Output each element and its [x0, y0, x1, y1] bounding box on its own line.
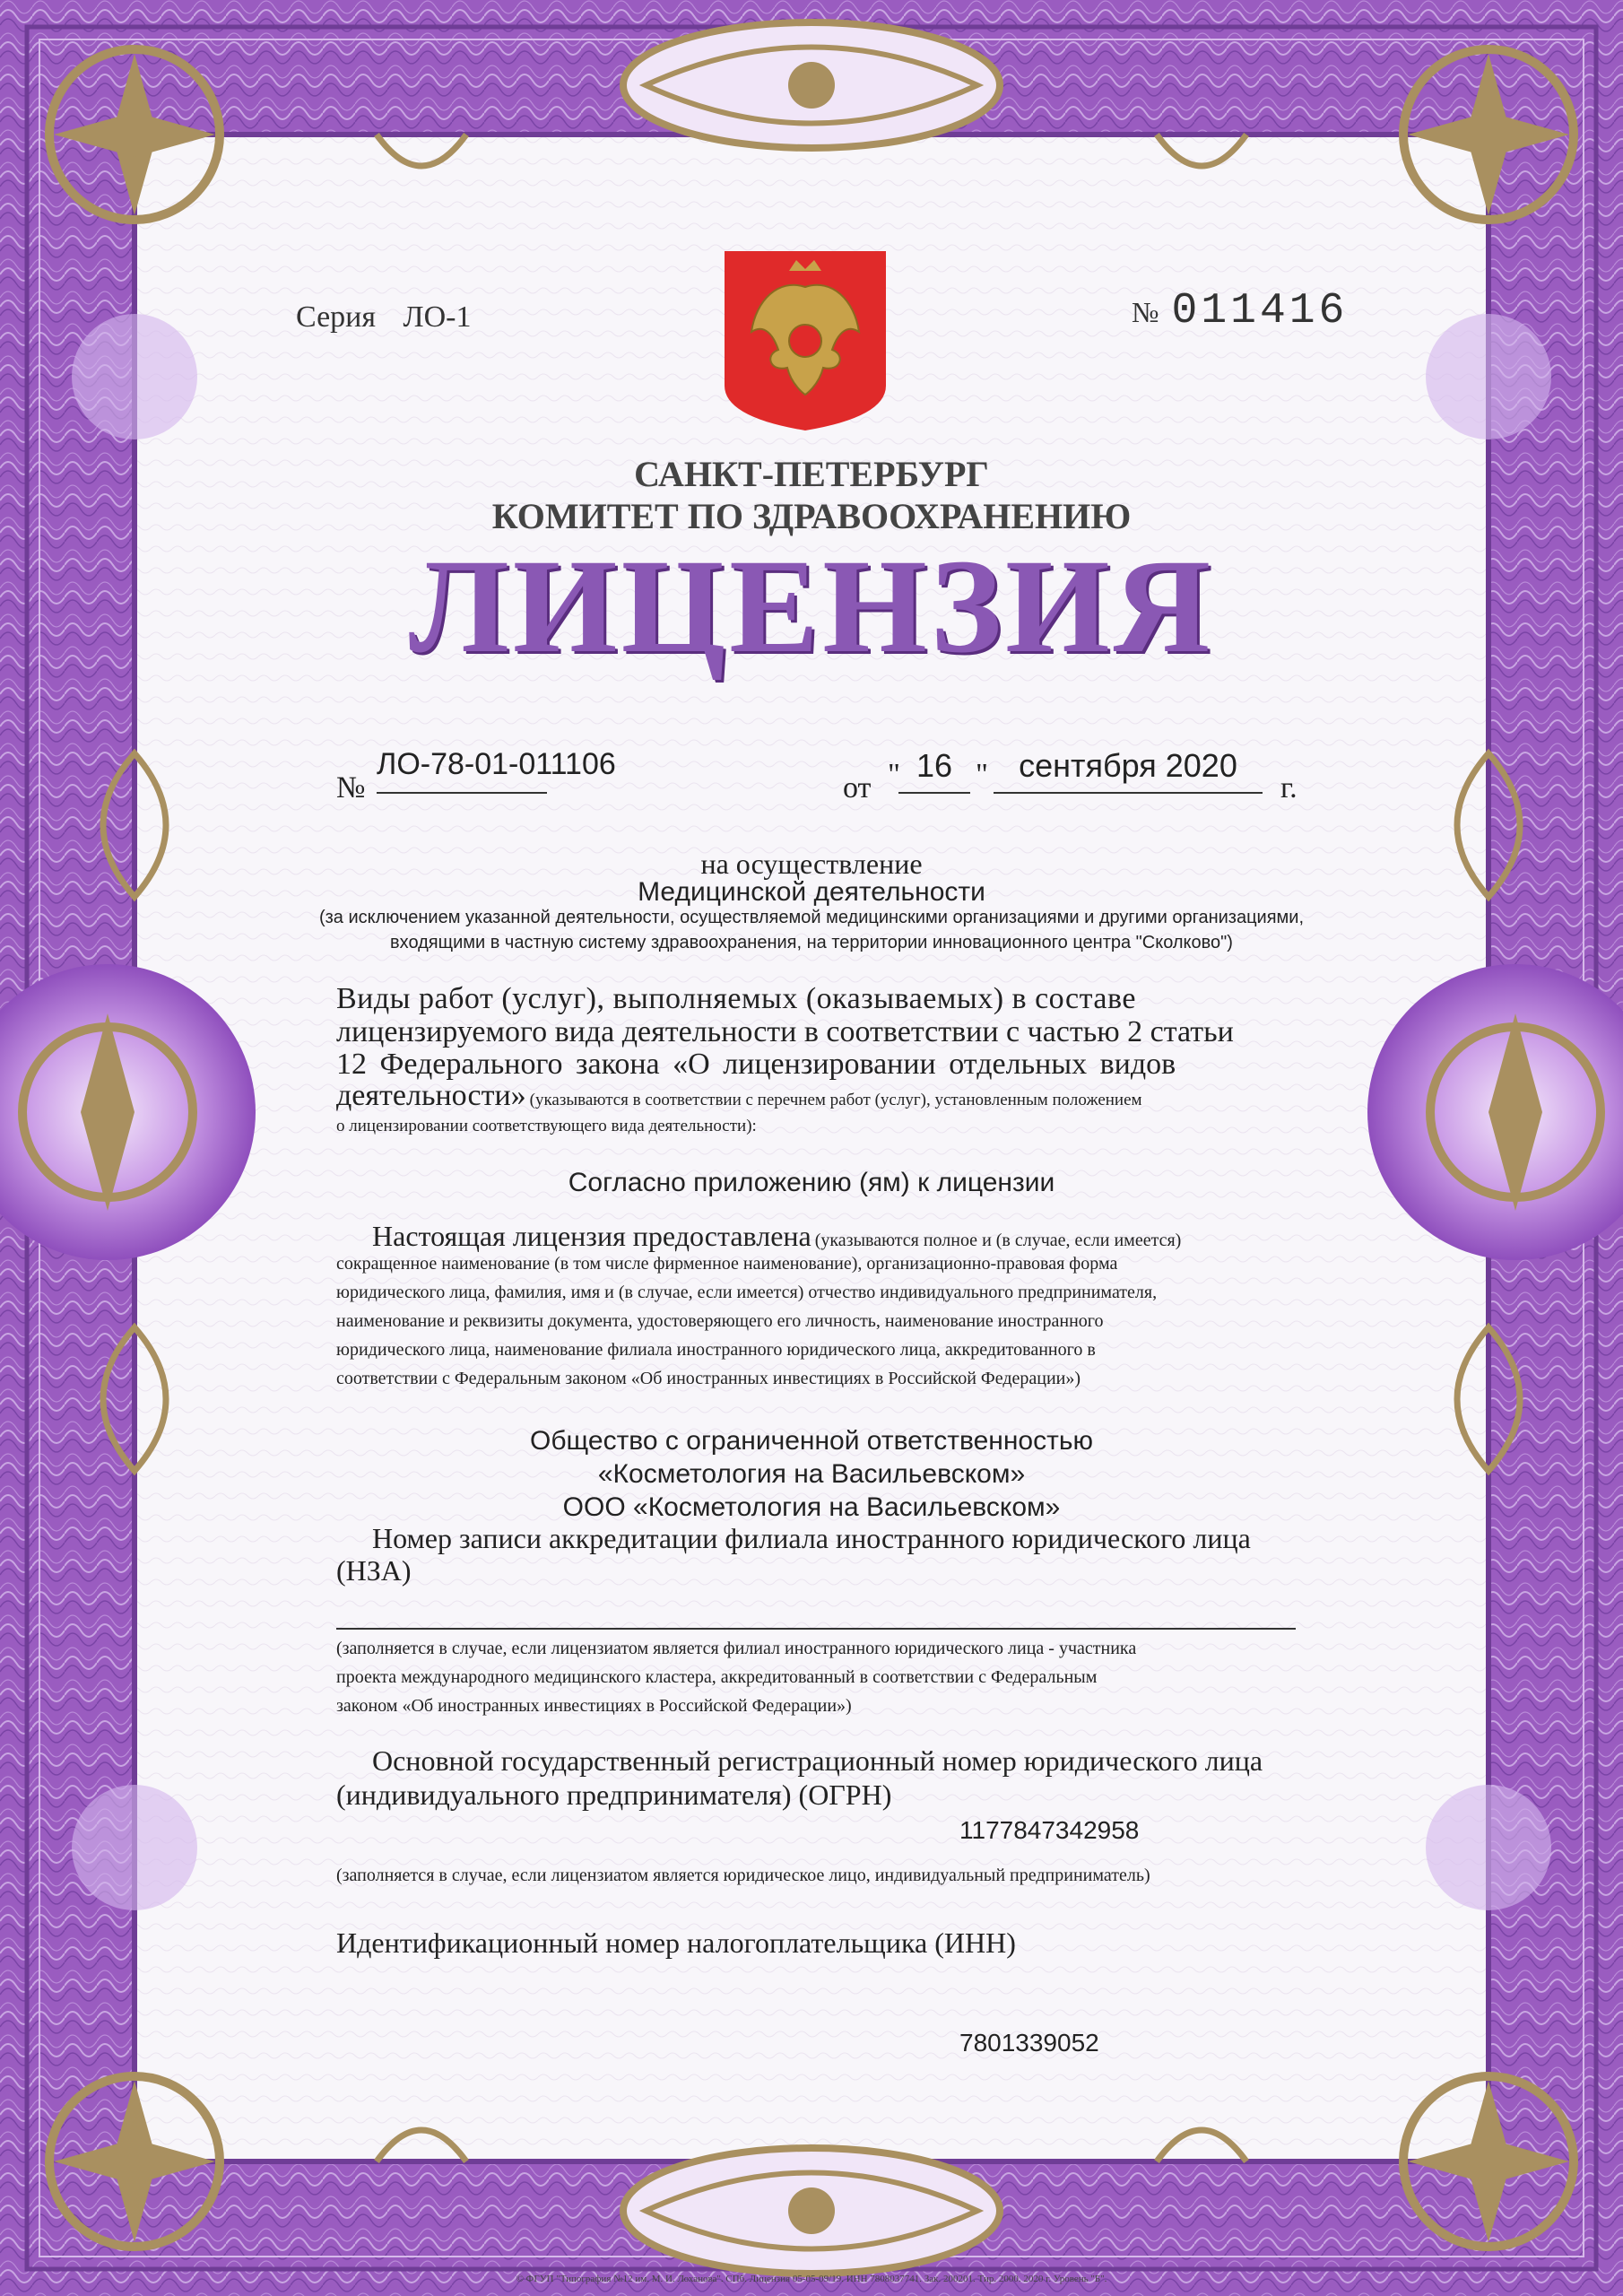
works-line4	[336, 1079, 1314, 1113]
printer-imprint: © ФГУП "Типография №12 им. М. И. Лоханова". СПб. Лицензия 05-05-09/19. ИНН 7808037741. Зак. 200201. Тир. 2000. 2020 г. Уровень "Б".	[516, 2274, 1107, 2284]
ogrn-note: (заполняется в случае, если лицензиатом является юридическое лицо, индивидуальный предприниматель)	[336, 1866, 1150, 1885]
works-line4-small: (указываются в соответствии с перечнем работ (услуг), установленным положением	[529, 1091, 1142, 1109]
works-line5: о лицензировании соответствующего вида деятельности):	[336, 1117, 757, 1135]
ogrn-value: 1177847342958	[959, 1816, 1140, 1844]
license-day: 16	[898, 747, 970, 794]
nza-label-line1: Номер записи аккредитации филиала иностранного юридического лица	[372, 1522, 1251, 1554]
granted-small2: сокращенное наименование (в том числе фирменное наименование), организационно-правовая форма	[336, 1254, 1118, 1274]
granted-small3: юридического лица, фамилия, имя и (в случае, если имеется) отчество индивидуального предпринимателя,	[336, 1283, 1158, 1302]
series-value: ЛО-1	[403, 300, 472, 334]
works-value: Согласно приложению (ям) к лицензии	[568, 1168, 1055, 1197]
activity-intro: на осуществление	[700, 848, 923, 880]
license-year-suffix: г.	[1280, 771, 1298, 804]
nza-note-line2: проекта международного медицинского кластера, аккредитованный в соответствии с Федеральным	[336, 1667, 1098, 1687]
license-document: Серия ЛО-1 № 011416 САНКТ-ПЕТЕРБУРГ КОМИТЕТ ПО ЗДРАВООХРАНЕНИЮ ЛИЦЕНЗИЯ № ЛО-78-01-011106 от " 16 " сентября 2020 г. на осуществление Медицинской деятельности (за исключением указанной деятельности, осуществляемой медицинскими организациями и другими организациями, входящими в частную систему здравоохранения, на территории инновационного центра "Сколково") Виды работ (услуг), выполняемых (оказываемых) в составе лицензируемого вида деятельности в соответствии с частью 2 статьи 12 Федерального закона «О лицензировании отдельных видов деятельности» (указываются в соответствии с перечнем работ (услуг), установленным положением о лицензировании соответствующего вида деятельности): Согласно приложению (ям) к лицензии Настоящая лицензия предоставлена (указываются полное и (в случае, если имеется) сокращенное наименование (в том числе фирменное наименование), организационно-правовая форма юридического лица, фамилия, имя и (в случае, если имеется) отчество индивидуального предпринимателя, наименование и реквизиты документа, удостоверяющего его личность, наименование иностранного юридического лица, наименование филиала иностранного юридического лица, аккредитованного в соответствии с Федеральным законом «Об иностранных инвестициях в Российской Федерации») Общество с ограниченной ответственностью «Косметология на Васильевском» ООО «Косметология на Васильевском» Номер записи аккредитации филиала иностранного юридического лица (НЗА) (заполняется в случае, если лицензиатом является филиал иностранного юридического лица - участника проекта международного медицинского кластера, аккредитованный в соответствии с Федеральным законом «Об иностранных инвестициях в Российской Федерации») Основной государственный регистрационный номер юридического лица (индивидуального предпринимателя) (ОГРН) 1177847342958 (заполняется в случае, если лицензиатом является юридическое лицо, индивидуальный предприниматель) Идентификационный номер налогоплательщика (ИНН) 7801339052 © ФГУП "Типография №12 им. М. И. Лоханова". СПб. Лицензия 05-05-09/19. ИНН 7808037741. Зак. 200201. Тир. 2000. 2020 г. Уровень "Б".	[0, 0, 1623, 2296]
issuer-committee: КОМИТЕТ ПО ЗДРАВООХРАНЕНИЮ	[491, 496, 1132, 536]
coat-of-arms-emblem	[725, 251, 886, 430]
granted-small5: юридического лица, наименование филиала иностранного юридического лица, аккредитованного в	[336, 1340, 1096, 1360]
inn-value: 7801339052	[959, 2029, 1099, 2057]
series-label: Серия	[296, 300, 377, 334]
license-date-prefix: от	[843, 771, 872, 804]
granted-small1: (указываются полное и (в случае, если имеется)	[814, 1231, 1182, 1250]
form-number-sign: №	[1132, 296, 1159, 328]
inn-label: Идентификационный номер налогоплательщика (ИНН)	[336, 1926, 1016, 1959]
granted-line1	[372, 1220, 1181, 1253]
issuer-city: САНКТ-ПЕТЕРБУРГ	[634, 454, 989, 494]
works-line1: Виды работ (услуг), выполняемых (оказываемых) в составе	[336, 982, 1136, 1015]
licensee-name-line1: Общество с ограниченной ответственностью	[530, 1426, 1093, 1456]
form-number	[1132, 287, 1348, 335]
nza-note-line1: (заполняется в случае, если лицензиатом является филиал иностранного юридического лица - участника	[336, 1639, 1137, 1658]
ogrn-label-line2: (индивидуального предпринимателя) (ОГРН)	[336, 1779, 892, 1811]
activity-exclusion-line2: входящими в частную систему здравоохранения, на территории инновационного центра "Сколково")	[390, 933, 1233, 952]
license-month-year: сентября 2020	[994, 747, 1263, 794]
form-number-value: 011416	[1171, 287, 1349, 335]
nza-value-line	[336, 1628, 1296, 1630]
granted-small6: соответствии с Федеральным законом «Об иностранных инвестициях в Российской Федерации»)	[336, 1369, 1081, 1388]
granted-big: Настоящая лицензия предоставлена	[372, 1220, 812, 1252]
license-number-value: ЛО-78-01-011106	[377, 747, 547, 794]
licensee-short-name: ООО «Косметология на Васильевском»	[562, 1492, 1061, 1522]
licensee-name-line2: «Косметология на Васильевском»	[597, 1459, 1026, 1489]
works-line3: 12 Федерального закона «О лицензировании отдельных видов	[336, 1048, 1176, 1081]
granted-small4: наименование и реквизиты документа, удостоверяющего его личность, наименование иностранного	[336, 1311, 1104, 1331]
document-title: ЛИЦЕНЗИЯ	[408, 532, 1214, 681]
works-line2: лицензируемого вида деятельности в соответствии с частью 2 статьи	[336, 1015, 1234, 1048]
ogrn-label-line1: Основной государственный регистрационный номер юридического лица	[372, 1744, 1263, 1777]
works-line4-big: деятельности»	[336, 1079, 526, 1112]
nza-label-line2: (НЗА)	[336, 1554, 412, 1587]
activity-name: Медицинской деятельности	[638, 877, 985, 907]
series	[296, 300, 471, 335]
nza-note-line3: законом «Об иностранных инвестициях в Российской Федерации»)	[336, 1696, 852, 1716]
license-number-sign: №	[336, 771, 366, 804]
activity-exclusion-line1: (за исключением указанной деятельности, осуществляемой медицинскими организациями и другими организациями,	[318, 908, 1305, 927]
